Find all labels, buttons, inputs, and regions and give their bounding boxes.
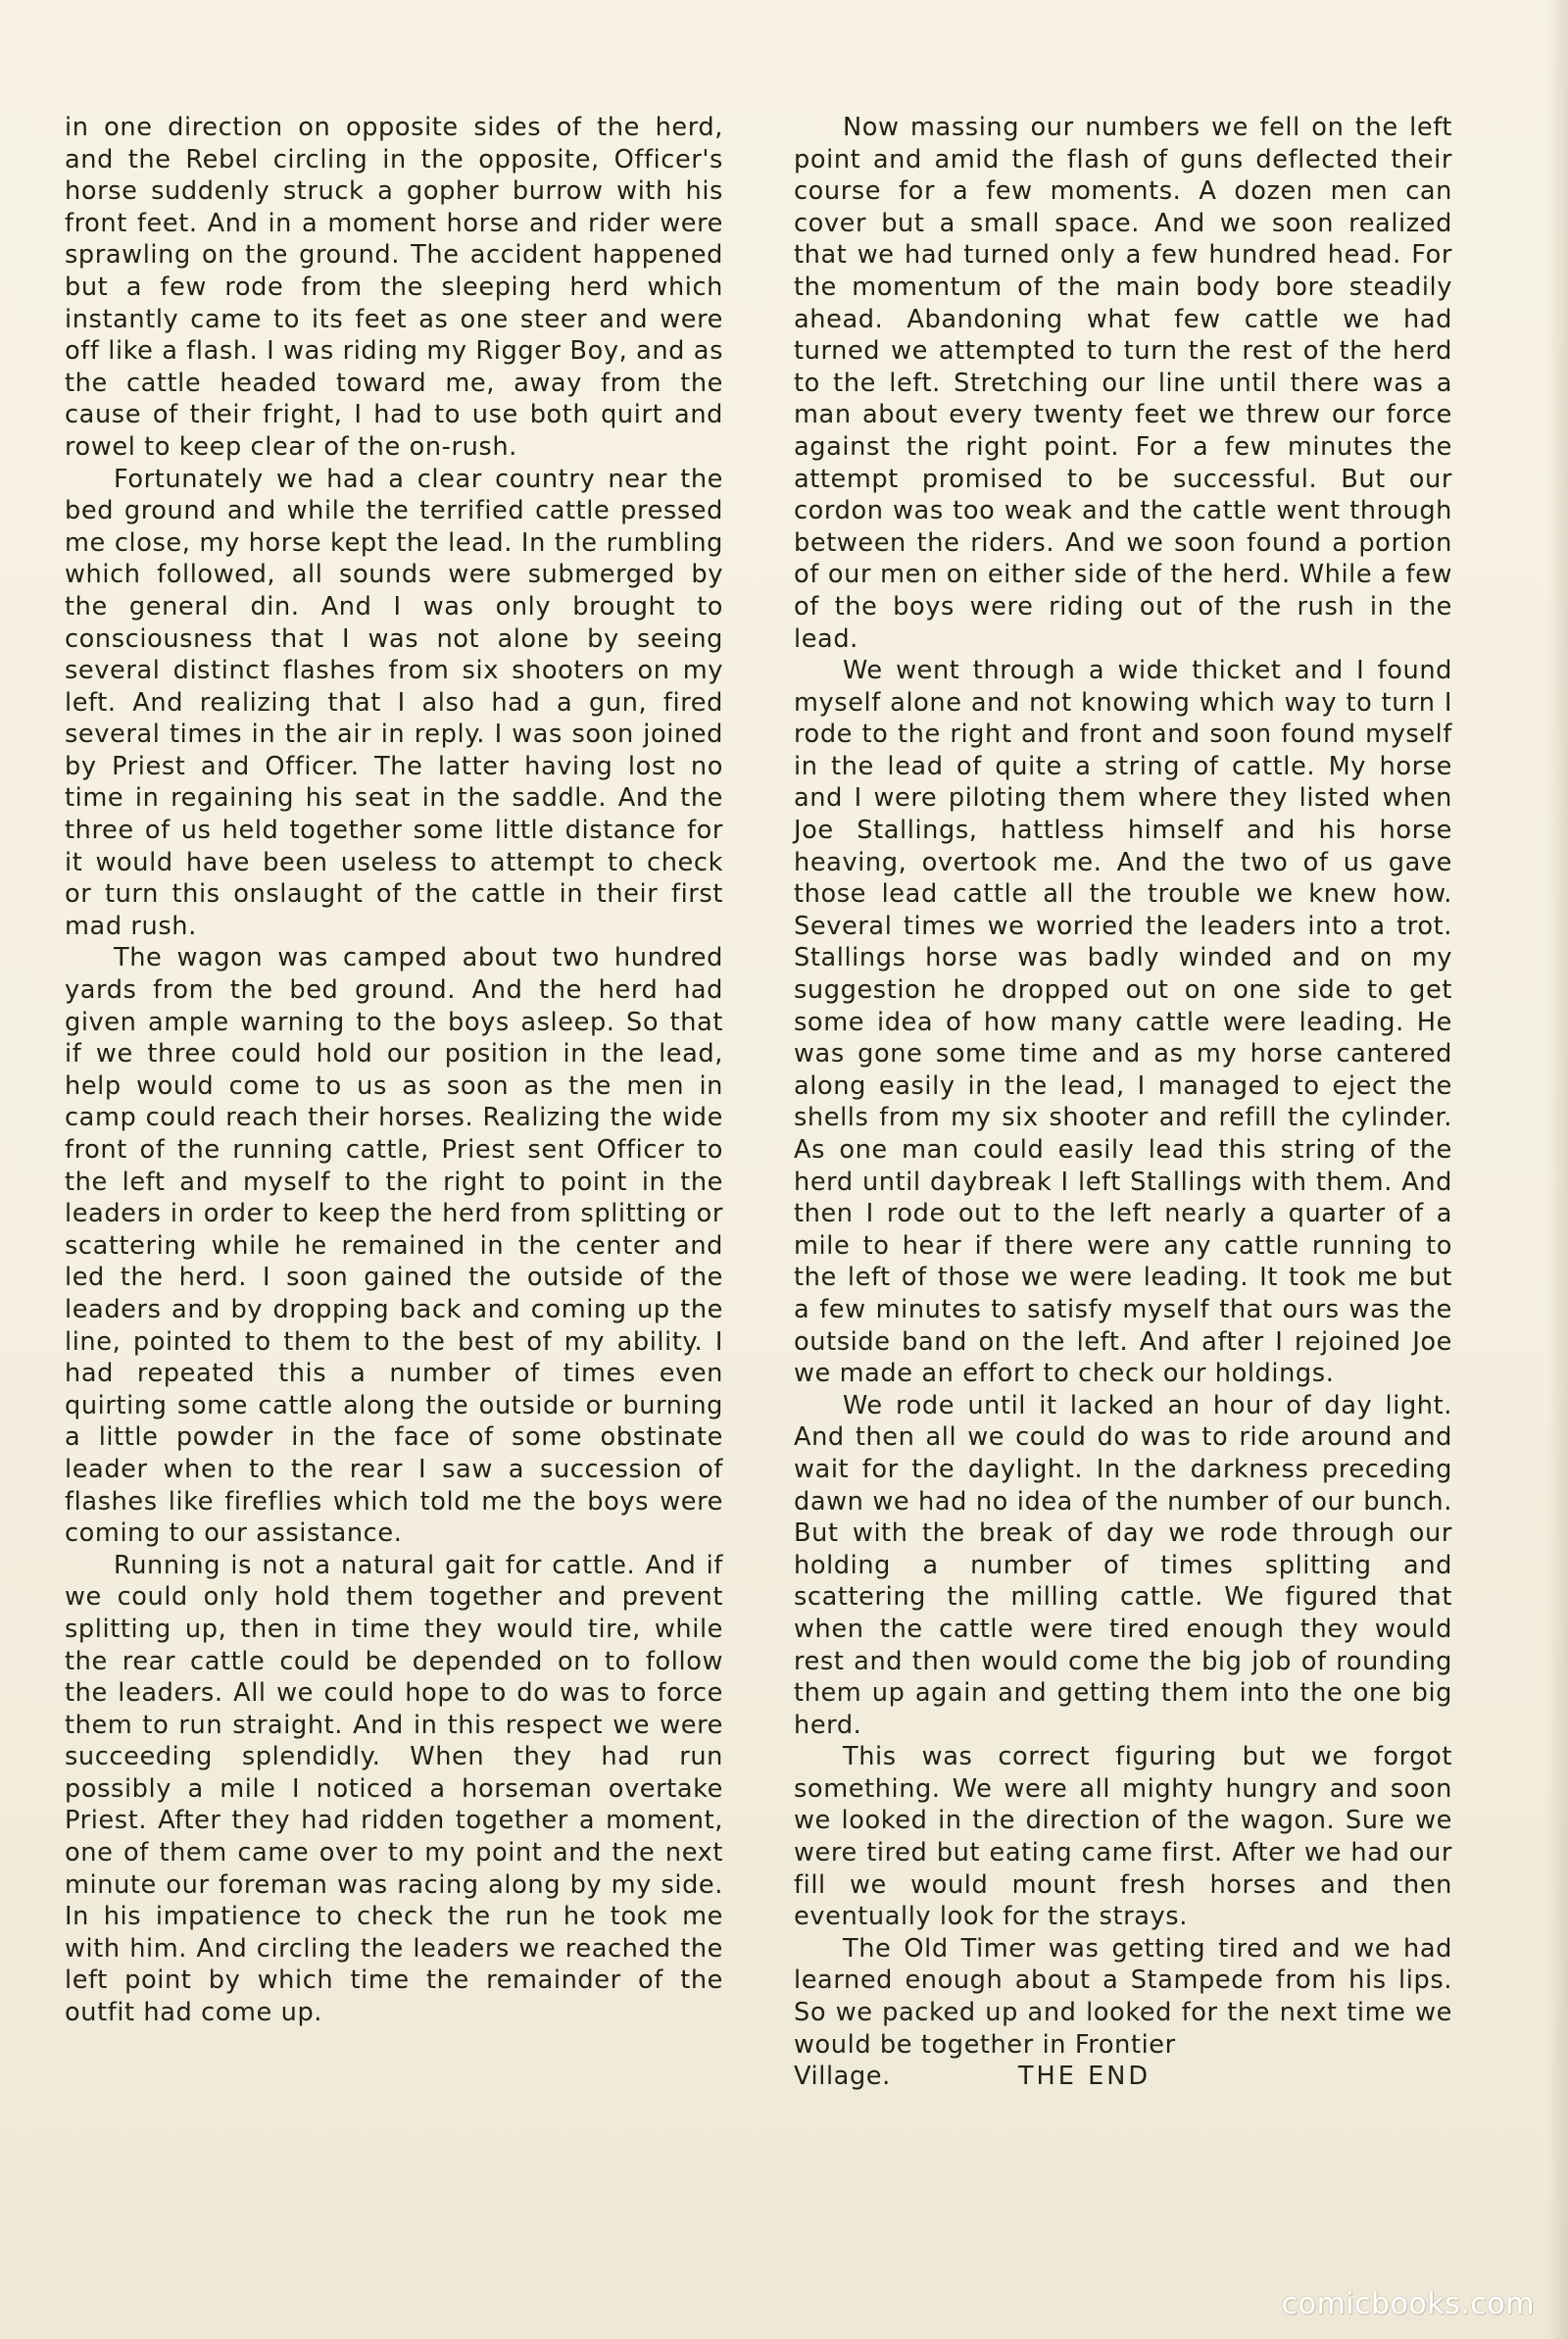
story-paragraph: Running is not a natural gait for cattle. And if we could only hold them together and prevent splitting up, then in time they would tire, while the rear cattle could be depended on to follow the leaders. All we could hope to do was to force them to run straight. And in this respect we were succeeding splendidly. When they had run possibly a mile I noticed a horseman overtake Priest. After they had ridden together a moment, one of them came over to my point and the next minute our foreman was racing along by my side. In his impatience to check the run he took me with him. And circling the leaders we reached the left point by which time the remainder of the outfit had come up.	[65, 1550, 723, 2028]
story-paragraph: The Old Timer was getting tired and we had learned enough about a Stampede from his lips. So we packed up and looked for the next time we would be together in Frontier	[794, 1933, 1452, 2060]
story-paragraph: We went through a wide thicket and I found myself alone and not knowing which way to turn I rode to the right and front and soon found myself in the lead of quite a string of cattle. My horse and I were piloting them where they listed when Joe Stallings, hattless himself and his horse heaving, overtook me. And the two of us gave those lead cattle all the trouble we knew how. Several times we worried the leaders into a trot. Stallings horse was badly winded and on my suggestion he dropped out on one side to get some idea of how many cattle were leading. He was gone some time and as my horse cantered along easily in the lead, I managed to eject the shells from my six shooter and refill the cylinder. As one man could easily lead this string of the herd until daybreak I left Stallings with them. And then I rode out to the left nearly a quarter of a mile to hear if there were any cattle running to the left of those we were leading. It took me but a few minutes to satisfy myself that ours was the outside band on the left. And after I rejoined Joe we made an effort to check our holdings.	[794, 656, 1452, 1389]
last-word: Village.	[794, 2062, 891, 2092]
site-watermark: comicbooks.com	[1281, 2287, 1535, 2321]
right-text-column	[794, 112, 1452, 2093]
story-paragraph: This was correct figuring but we forgot something. We were all mighty hungry and soon we looked in the direction of the wagon. Sure we were tired but eating came first. After we had our fill we would mount fresh horses and then eventually look for the strays.	[794, 1742, 1452, 1932]
the-end-label: THE END	[1017, 2062, 1152, 2092]
closing-line	[794, 2061, 1452, 2093]
story-paragraph: We rode until it lacked an hour of day light. And then all we could do was to ride around and wait for the daylight. In the darkness preceding dawn we had no idea of the number of our bunch. But with the break of day we rode through our holding a number of times splitting and scattering the milling cattle. We figured that when the cattle were tired enough they would rest and then would come the big job of rounding them up again and getting them into the one big herd.	[794, 1390, 1452, 1740]
story-paragraph: Now massing our numbers we fell on the left point and amid the flash of guns deflected their course for a few moments. A dozen men can cover but a small space. And we soon realized that we had turned only a few hundred head. For the momentum of the main body bore steadily ahead. Abandoning what few cattle we had turned we attempted to turn the rest of the herd to the left. Stretching our line until there was a man about every twenty feet we threw our force against the right point. For a few minutes the attempt promised to be successful. But our cordon was too weak and the cattle went through between the riders. And we soon found a portion of our men on either side of the herd. While a few of the boys were riding out of the rush in the lead.	[794, 113, 1452, 654]
left-text-column	[65, 112, 723, 2029]
page-edge-shadow	[1546, 0, 1568, 2339]
story-paragraph: The wagon was camped about two hundred yards from the bed ground. And the herd had given ample warning to the boys asleep. So that if we three could hold our position in the lead, help would come to us as soon as the men in camp could reach their horses. Realizing the wide front of the running cattle, Priest sent Officer to the left and myself to the right to point in the leaders in order to keep the herd from splitting or scattering while he remained in the center and led the herd. I soon gained the outside of the leaders and by dropping back and coming up the line, pointed to them to the best of my ability. I had repeated this a number of times even quirting some cattle along the outside or burning a little powder in the face of some obstinate leader when to the rear I saw a succession of flashes like fireflies which told me the boys were coming to our assistance.	[65, 943, 723, 1549]
story-paragraph: in one direction on opposite sides of the herd, and the Rebel circling in the opposite, Officer's horse suddenly struck a gopher burrow with his front feet. And in a moment horse and rider were sprawling on the ground. The accident happened but a few rode from the sleeping herd which instantly came to its feet as one steer and were off like a flash. I was riding my Rigger Boy, and as the cattle headed toward me, away from the cause of their fright, I had to use both quirt and rowel to keep clear of the on-rush.	[65, 113, 723, 462]
story-paragraph: Fortunately we had a clear country near the bed ground and while the terrified cattle pressed me close, my horse kept the lead. In the rumbling which followed, all sounds were submerged by the general din. And I was only brought to consciousness that I was not alone by seeing several distinct flashes from six shooters on my left. And realizing that I also had a gun, fired several times in the air in reply. I was soon joined by Priest and Officer. The latter having lost no time in regaining his seat in the saddle. And the three of us held together some little distance for it would have been useless to attempt to check or turn this onslaught of the cattle in their first mad rush.	[65, 464, 723, 941]
